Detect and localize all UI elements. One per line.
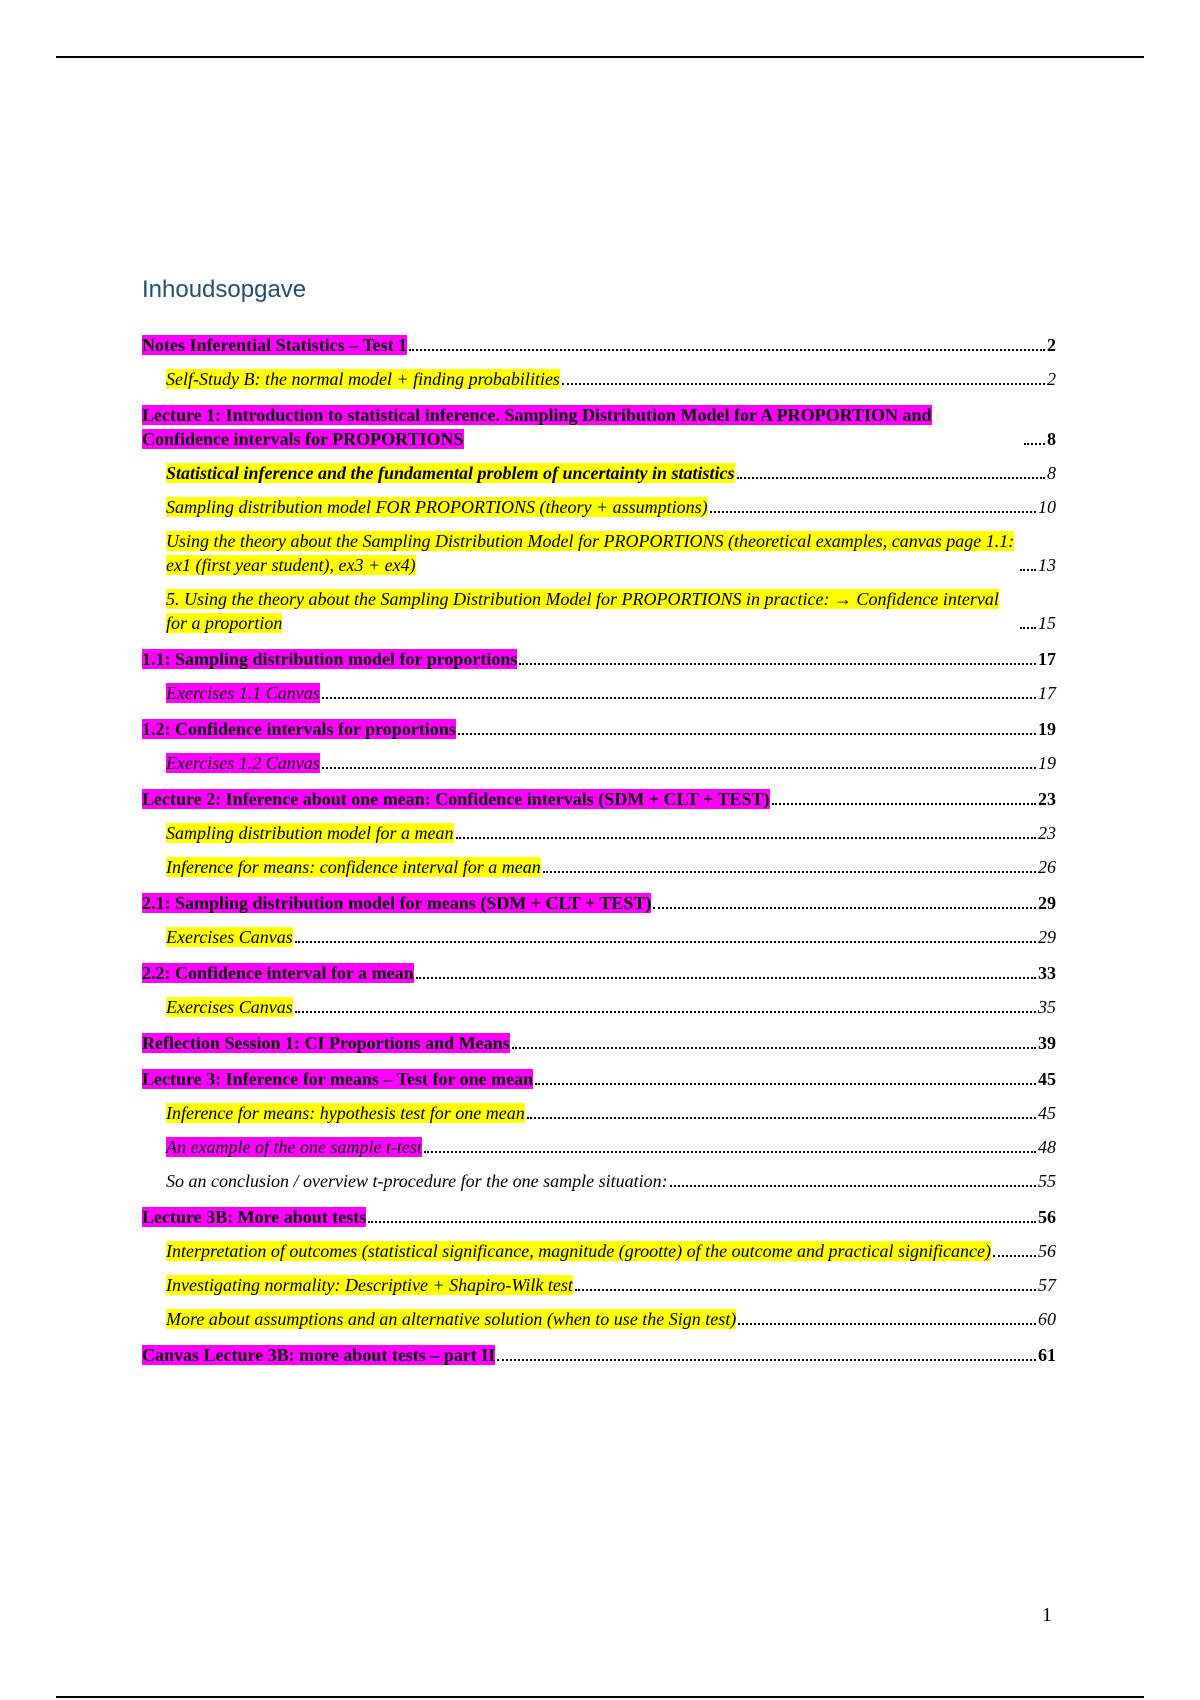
toc-page-number: 8 (1047, 429, 1056, 449)
toc-page-number: 23 (1038, 823, 1056, 843)
toc-entry-section[interactable] (142, 961, 1056, 985)
toc-entry-title: 5. Using the theory about the Sampling Distribution Model for PROPORTIONS in practice: → Confidence interval for a proportion (166, 589, 999, 633)
toc-entry-section[interactable] (142, 787, 1056, 811)
toc-page-number: 8 (1047, 463, 1056, 483)
toc-dot-leader (368, 1221, 1036, 1223)
toc-dot-leader (737, 477, 1045, 479)
toc-entry-title: Reflection Session 1: CI Proportions and Means (142, 1033, 510, 1053)
toc-dot-leader (497, 1359, 1036, 1361)
toc-entry-title: Exercises Canvas (166, 927, 293, 947)
toc-entry-title: Notes Inferential Statistics – Test 1 (142, 335, 408, 355)
toc-page-number: 57 (1038, 1275, 1056, 1295)
toc-dot-leader (1020, 627, 1036, 629)
toc-dot-leader (543, 871, 1036, 873)
toc-entry-section[interactable] (142, 1067, 1056, 1091)
toc-entry-title: Lecture 3: Inference for means – Test for one mean (142, 1069, 534, 1089)
toc-entry-title: So an conclusion / overview t-procedure for the one sample situation: (166, 1171, 668, 1191)
toc-entry-title: 2.1: Sampling distribution model for means (SDM + CLT + TEST) (142, 893, 652, 913)
toc-page-number: 23 (1038, 789, 1056, 809)
toc-dot-leader (575, 1289, 1036, 1291)
toc-dot-leader (458, 733, 1036, 735)
toc-entry-section[interactable] (142, 403, 1056, 451)
toc-entry-section[interactable] (142, 1205, 1056, 1229)
toc-page-number: 56 (1038, 1207, 1056, 1227)
toc-entry-section[interactable] (142, 1343, 1056, 1367)
toc-entry-title: Inference for means: confidence interval for a mean (166, 857, 541, 877)
toc-entry-subsection[interactable] (142, 1273, 1056, 1297)
toc-dot-leader (1020, 569, 1036, 571)
toc-dot-leader (295, 941, 1036, 943)
toc-entry-section[interactable] (142, 1031, 1056, 1055)
toc-dot-leader (295, 1011, 1036, 1013)
toc-dot-leader (322, 697, 1036, 699)
toc-dot-leader (322, 767, 1036, 769)
toc-page-number: 17 (1038, 649, 1056, 669)
toc-page-number: 29 (1038, 893, 1056, 913)
toc-page-number: 19 (1038, 719, 1056, 739)
toc-dot-leader (670, 1185, 1036, 1187)
toc-page-number: 45 (1038, 1103, 1056, 1123)
toc-page-number: 26 (1038, 857, 1056, 877)
toc-page-number: 55 (1038, 1171, 1056, 1191)
toc-entry-title: Inference for means: hypothesis test for one mean (166, 1103, 525, 1123)
toc-dot-leader (456, 837, 1037, 839)
toc-entry-subsection[interactable] (142, 751, 1056, 775)
toc-page-number: 15 (1038, 613, 1056, 633)
toc-entry-subsection[interactable] (142, 855, 1056, 879)
toc-entry-subsection[interactable] (142, 1135, 1056, 1159)
toc-dot-leader (409, 349, 1045, 351)
toc-page-number: 2 (1047, 369, 1056, 389)
toc-entry-section[interactable] (142, 647, 1056, 671)
toc-entry-title: 1.2: Confidence intervals for proportions (142, 719, 456, 739)
toc-entry-title: Canvas Lecture 3B: more about tests – part II (142, 1345, 496, 1365)
toc-entry-title: Self-Study B: the normal model + finding probabilities (166, 369, 560, 389)
toc-page-number: 39 (1038, 1033, 1056, 1053)
toc-entry-title: Interpretation of outcomes (statistical significance, magnitude (grootte) of the outcome and practical significance) (166, 1241, 992, 1261)
toc-entry-section[interactable] (142, 333, 1056, 357)
page-number: 1 (1042, 1604, 1052, 1626)
toc-entry-title: Lecture 1: Introduction to statistical inference. Sampling Distribution Model for A PROPORTION and Confidence intervals for PROPORTIONS (142, 405, 932, 449)
table-of-contents (142, 333, 1056, 1367)
toc-page-number: 48 (1038, 1137, 1056, 1157)
toc-page-number: 33 (1038, 963, 1056, 983)
toc-page-number: 60 (1038, 1309, 1056, 1329)
toc-dot-leader (512, 1047, 1036, 1049)
toc-page-number: 13 (1038, 555, 1056, 575)
toc-dot-leader (527, 1117, 1036, 1119)
toc-page-number: 35 (1038, 997, 1056, 1017)
toc-entry-subsection[interactable] (142, 925, 1056, 949)
toc-entry-subsection[interactable] (142, 1307, 1056, 1331)
toc-entry-title: Lecture 2: Inference about one mean: Confidence intervals (SDM + CLT + TEST) (142, 789, 770, 809)
toc-entry-subsection[interactable] (142, 1101, 1056, 1125)
toc-page-number: 61 (1038, 1345, 1056, 1365)
toc-entry-subsection[interactable] (142, 995, 1056, 1019)
toc-entry-title: Sampling distribution model for a mean (166, 823, 454, 843)
toc-dot-leader (424, 1151, 1036, 1153)
header-rule (56, 56, 1144, 58)
footer-rule (56, 1696, 1144, 1698)
toc-page-number: 2 (1047, 335, 1056, 355)
toc-entry-title: An example of the one sample t-test (166, 1137, 422, 1157)
toc-entry-title: Sampling distribution model FOR PROPORTIONS (theory + assumptions) (166, 497, 708, 517)
toc-page-number: 10 (1038, 497, 1056, 517)
toc-entry-section[interactable] (142, 717, 1056, 741)
toc-entry-subsection[interactable] (142, 821, 1056, 845)
toc-entry-subsection[interactable] (142, 681, 1056, 705)
toc-entry-subsection[interactable] (142, 587, 1056, 635)
toc-dot-leader (535, 1083, 1036, 1085)
toc-entry-title: Using the theory about the Sampling Distribution Model for PROPORTIONS (theoretical examples, canvas page 1.1: ex1 (first year student), ex3 + ex4) (166, 531, 1015, 575)
toc-entry-title: Investigating normality: Descriptive + Shapiro-Wilk test (166, 1275, 573, 1295)
toc-entry-title: Exercises 1.2 Canvas (166, 753, 320, 773)
toc-entry-subsection[interactable] (142, 529, 1056, 577)
toc-entry-subsection[interactable] (142, 367, 1056, 391)
toc-entry-subsection[interactable] (142, 495, 1056, 519)
toc-page-number: 56 (1038, 1241, 1056, 1261)
toc-page-number: 17 (1038, 683, 1056, 703)
toc-title: Inhoudsopgave (142, 276, 307, 303)
toc-dot-leader (416, 977, 1036, 979)
toc-page-number: 45 (1038, 1069, 1056, 1089)
toc-dot-leader (710, 511, 1036, 513)
toc-entry-section[interactable] (142, 891, 1056, 915)
toc-entry-subsection[interactable] (142, 461, 1056, 485)
toc-entry-title: 1.1: Sampling distribution model for proportions (142, 649, 518, 669)
toc-dot-leader (653, 907, 1036, 909)
toc-entry-title: Statistical inference and the fundamental problem of uncertainty in statistics (166, 463, 735, 483)
toc-page-number: 29 (1038, 927, 1056, 947)
toc-entry-title: Exercises Canvas (166, 997, 293, 1017)
toc-dot-leader (738, 1323, 1036, 1325)
toc-dot-leader (772, 803, 1036, 805)
toc-dot-leader (1024, 443, 1045, 445)
toc-dot-leader (519, 663, 1036, 665)
toc-entry-title: Lecture 3B: More about tests (142, 1207, 367, 1227)
toc-entry-title: Exercises 1.1 Canvas (166, 683, 320, 703)
toc-entry-title: 2.2: Confidence interval for a mean (142, 963, 414, 983)
toc-dot-leader (562, 383, 1045, 385)
toc-entry-subsection[interactable] (142, 1169, 1056, 1193)
toc-page-number: 19 (1038, 753, 1056, 773)
toc-entry-title: More about assumptions and an alternative solution (when to use the Sign test) (166, 1309, 737, 1329)
toc-entry-subsection[interactable] (142, 1239, 1056, 1263)
toc-dot-leader (993, 1255, 1036, 1257)
